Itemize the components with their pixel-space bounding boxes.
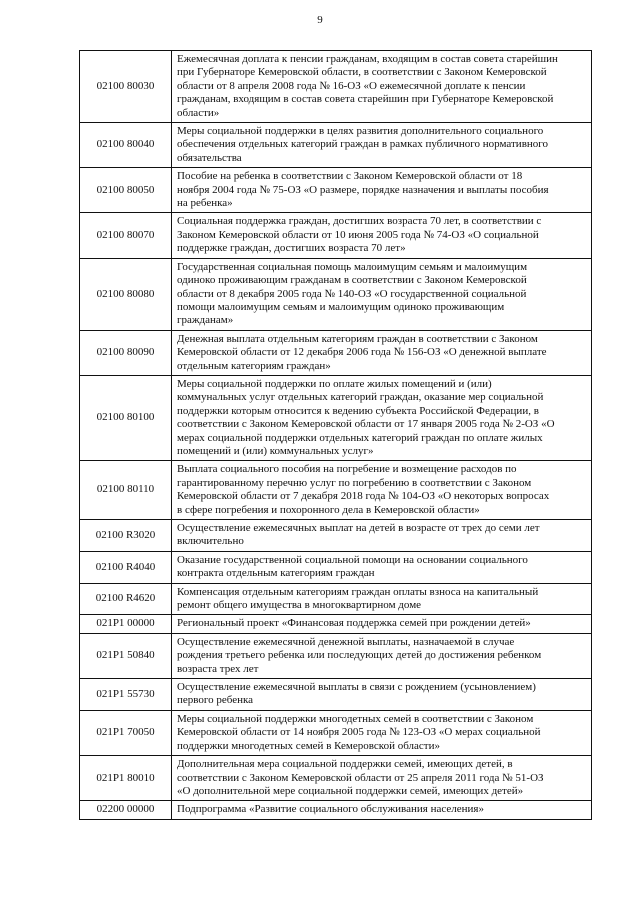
description-line: Меры социальной поддержки по оплате жилых помещений и (или) [177,377,492,390]
description-line: отдельным категориям граждан» [177,359,331,372]
description-cell [172,520,592,552]
description-cell [172,633,592,678]
description-line: Ежемесячная доплата к пенсии гражданам, входящим в состав совета старейшин [177,53,558,65]
budget-classification-table [79,50,592,820]
budget-code-cell: 02100 R4620 [80,583,172,615]
table-row [80,756,592,801]
budget-code-cell: 02100 80110 [80,461,172,520]
description-line: помощи малоимущим семьям и малоимущим одиноко проживающим [177,300,505,313]
description-line: Меры социальной поддержки многодетных семей в соответствии с Законом [177,712,534,725]
description-line: Дополнительная мера социальной поддержки семей, имеющих детей, в [177,758,513,771]
description-line: области от 8 декабря 2005 года № 140-ОЗ «О государственной социальной [177,287,527,300]
description-line: Кемеровской области от 12 декабря 2006 года № 156-ОЗ «О денежной выплате [177,346,547,359]
description-cell [172,123,592,168]
description-line: Денежная выплата отдельным категориям граждан в соответствии с Законом [177,332,538,345]
description-line: «О дополнительной мере социальной поддержки семей, имеющих детей» [177,784,524,797]
description-line: обязательства [177,151,242,164]
budget-code-cell: 02100 80040 [80,123,172,168]
description-cell [172,615,592,633]
description-line: в сфере погребения и похоронного дела в Кемеровской области» [177,503,480,516]
table-row [80,461,592,520]
budget-code-cell: 02100 80070 [80,213,172,258]
description-cell [172,461,592,520]
description-line: при Губернаторе Кемеровской области, в соответствии с Законом Кемеровской [177,66,547,79]
description-line: первого ребенка [177,694,254,707]
table-row [80,583,592,615]
budget-code-cell: 02100 R3020 [80,520,172,552]
budget-code-cell: 02100 R4040 [80,551,172,583]
description-line: Кемеровской области от 7 декабря 2018 года № 104-ОЗ «О некоторых вопросах [177,490,550,503]
table-row [80,168,592,213]
description-cell [172,583,592,615]
table-row [80,258,592,330]
description-line: ноября 2004 года № 75-ОЗ «О размере, порядке назначения и выплаты пособия [177,183,549,196]
description-line: Компенсация отдельным категориям граждан оплаты взноса на капитальный [177,585,539,598]
description-line: области» [177,106,220,119]
description-line: ремонт общего имущества в многоквартирном доме [177,599,422,612]
description-line: Социальная поддержка граждан, достигших возраста 70 лет, в соответствии с [177,215,542,228]
description-line: Осуществление ежемесячной денежной выплаты, назначаемой в случае [177,635,515,648]
description-cell [172,258,592,330]
table-body [80,51,592,820]
description-line: поддержки многодетных семей в Кемеровской области» [177,739,440,752]
description-line: соответствии с Законом Кемеровской области от 25 апреля 2011 года № 51-ОЗ [177,771,544,784]
budget-code-cell: 021P1 55730 [80,679,172,711]
description-cell [172,375,592,460]
table-row [80,710,592,755]
table-row [80,679,592,711]
description-line: Государственная социальная помощь малоимущим семьям и малоимущим [177,260,528,273]
description-line: включительно [177,535,244,548]
description-line: Законом Кемеровской области от 10 июня 2005 года № 74-ОЗ «О социальной [177,228,539,241]
description-cell [172,551,592,583]
budget-code-cell: 021P1 70050 [80,710,172,755]
description-cell [172,51,592,123]
description-line: одиноко проживающим гражданам в соответствии с Законом Кемеровской [177,274,527,287]
description-line: помещений и (или) коммунальных услуг» [177,444,374,457]
description-line: поддержке граждан, достигших возраста 70 лет» [177,242,406,255]
description-cell [172,756,592,801]
description-cell [172,710,592,755]
table-row [80,51,592,123]
description-line: Пособие на ребенка в соответствии с Законом Кемеровской области от 18 [177,170,523,183]
description-line: соответствии с Законом Кемеровской области от 17 января 2005 года № 2-ОЗ «О [177,418,555,431]
description-line: Осуществление ежемесячной выплаты в связи с рождением (усыновлением) [177,681,536,694]
budget-code-cell: 021P1 50840 [80,633,172,678]
description-line: Меры социальной поддержки в целях развития дополнительного социального [177,125,544,138]
table-row [80,520,592,552]
description-cell [172,168,592,213]
table-row [80,330,592,375]
table-row [80,213,592,258]
table-row [80,551,592,583]
budget-code-cell: 021P1 00000 [80,615,172,633]
description-line: коммунальных услуг отдельных категорий граждан, оказание мер социальной [177,391,544,404]
description-line: Подпрограмма «Развитие социального обслуживания населения» [177,803,484,816]
description-line: Кемеровской области от 14 ноября 2005 года № 123-ОЗ «О мерах социальной [177,726,541,739]
table-row [80,375,592,460]
budget-code-cell: 02100 80030 [80,51,172,123]
description-cell [172,330,592,375]
description-line: области от 8 апреля 2008 года № 16-ОЗ «О ежемесячной доплате к пенсии [177,79,526,92]
description-line: мерах социальной поддержки отдельных категорий граждан по оплате жилых [177,431,543,444]
description-line: обеспечения отдельных категорий граждан в рамках публичного нормативного [177,138,549,151]
description-line: гарантированному перечню услуг по погребению в соответствии с Законом [177,476,532,489]
description-line: Региональный проект «Финансовая поддержка семей при рождении детей» [177,617,531,630]
budget-code-cell: 02100 80090 [80,330,172,375]
description-cell [172,213,592,258]
description-line: гражданам» [177,314,234,327]
table-row [80,615,592,633]
description-cell [172,801,592,819]
budget-code-cell: 02100 80100 [80,375,172,460]
description-line: поддержки которым относится к ведению субъекта Российской Федерации, в [177,404,539,417]
budget-code-cell: 02200 00000 [80,801,172,819]
description-line: на ребенка» [177,197,233,210]
description-line: контракта отдельным категориям граждан [177,567,375,580]
description-line: рождения третьего ребенка или последующих детей до достижения ребенком [177,649,542,662]
description-line: возраста трех лет [177,662,259,675]
description-cell [172,679,592,711]
budget-code-cell: 02100 80080 [80,258,172,330]
table-row [80,801,592,819]
budget-code-cell: 02100 80050 [80,168,172,213]
budget-code-cell: 021P1 80010 [80,756,172,801]
description-line: Осуществление ежемесячных выплат на детей в возрасте от трех до семи лет [177,522,540,534]
page-number: 9 [317,14,323,26]
table-row [80,633,592,678]
table-row [80,123,592,168]
description-line: Выплата социального пособия на погребение и возмещение расходов по [177,463,517,476]
description-line: Оказание государственной социальной помощи на основании социального [177,553,528,566]
description-line: гражданам, входящим в состав совета старейшин при Губернаторе Кемеровской [177,93,554,106]
